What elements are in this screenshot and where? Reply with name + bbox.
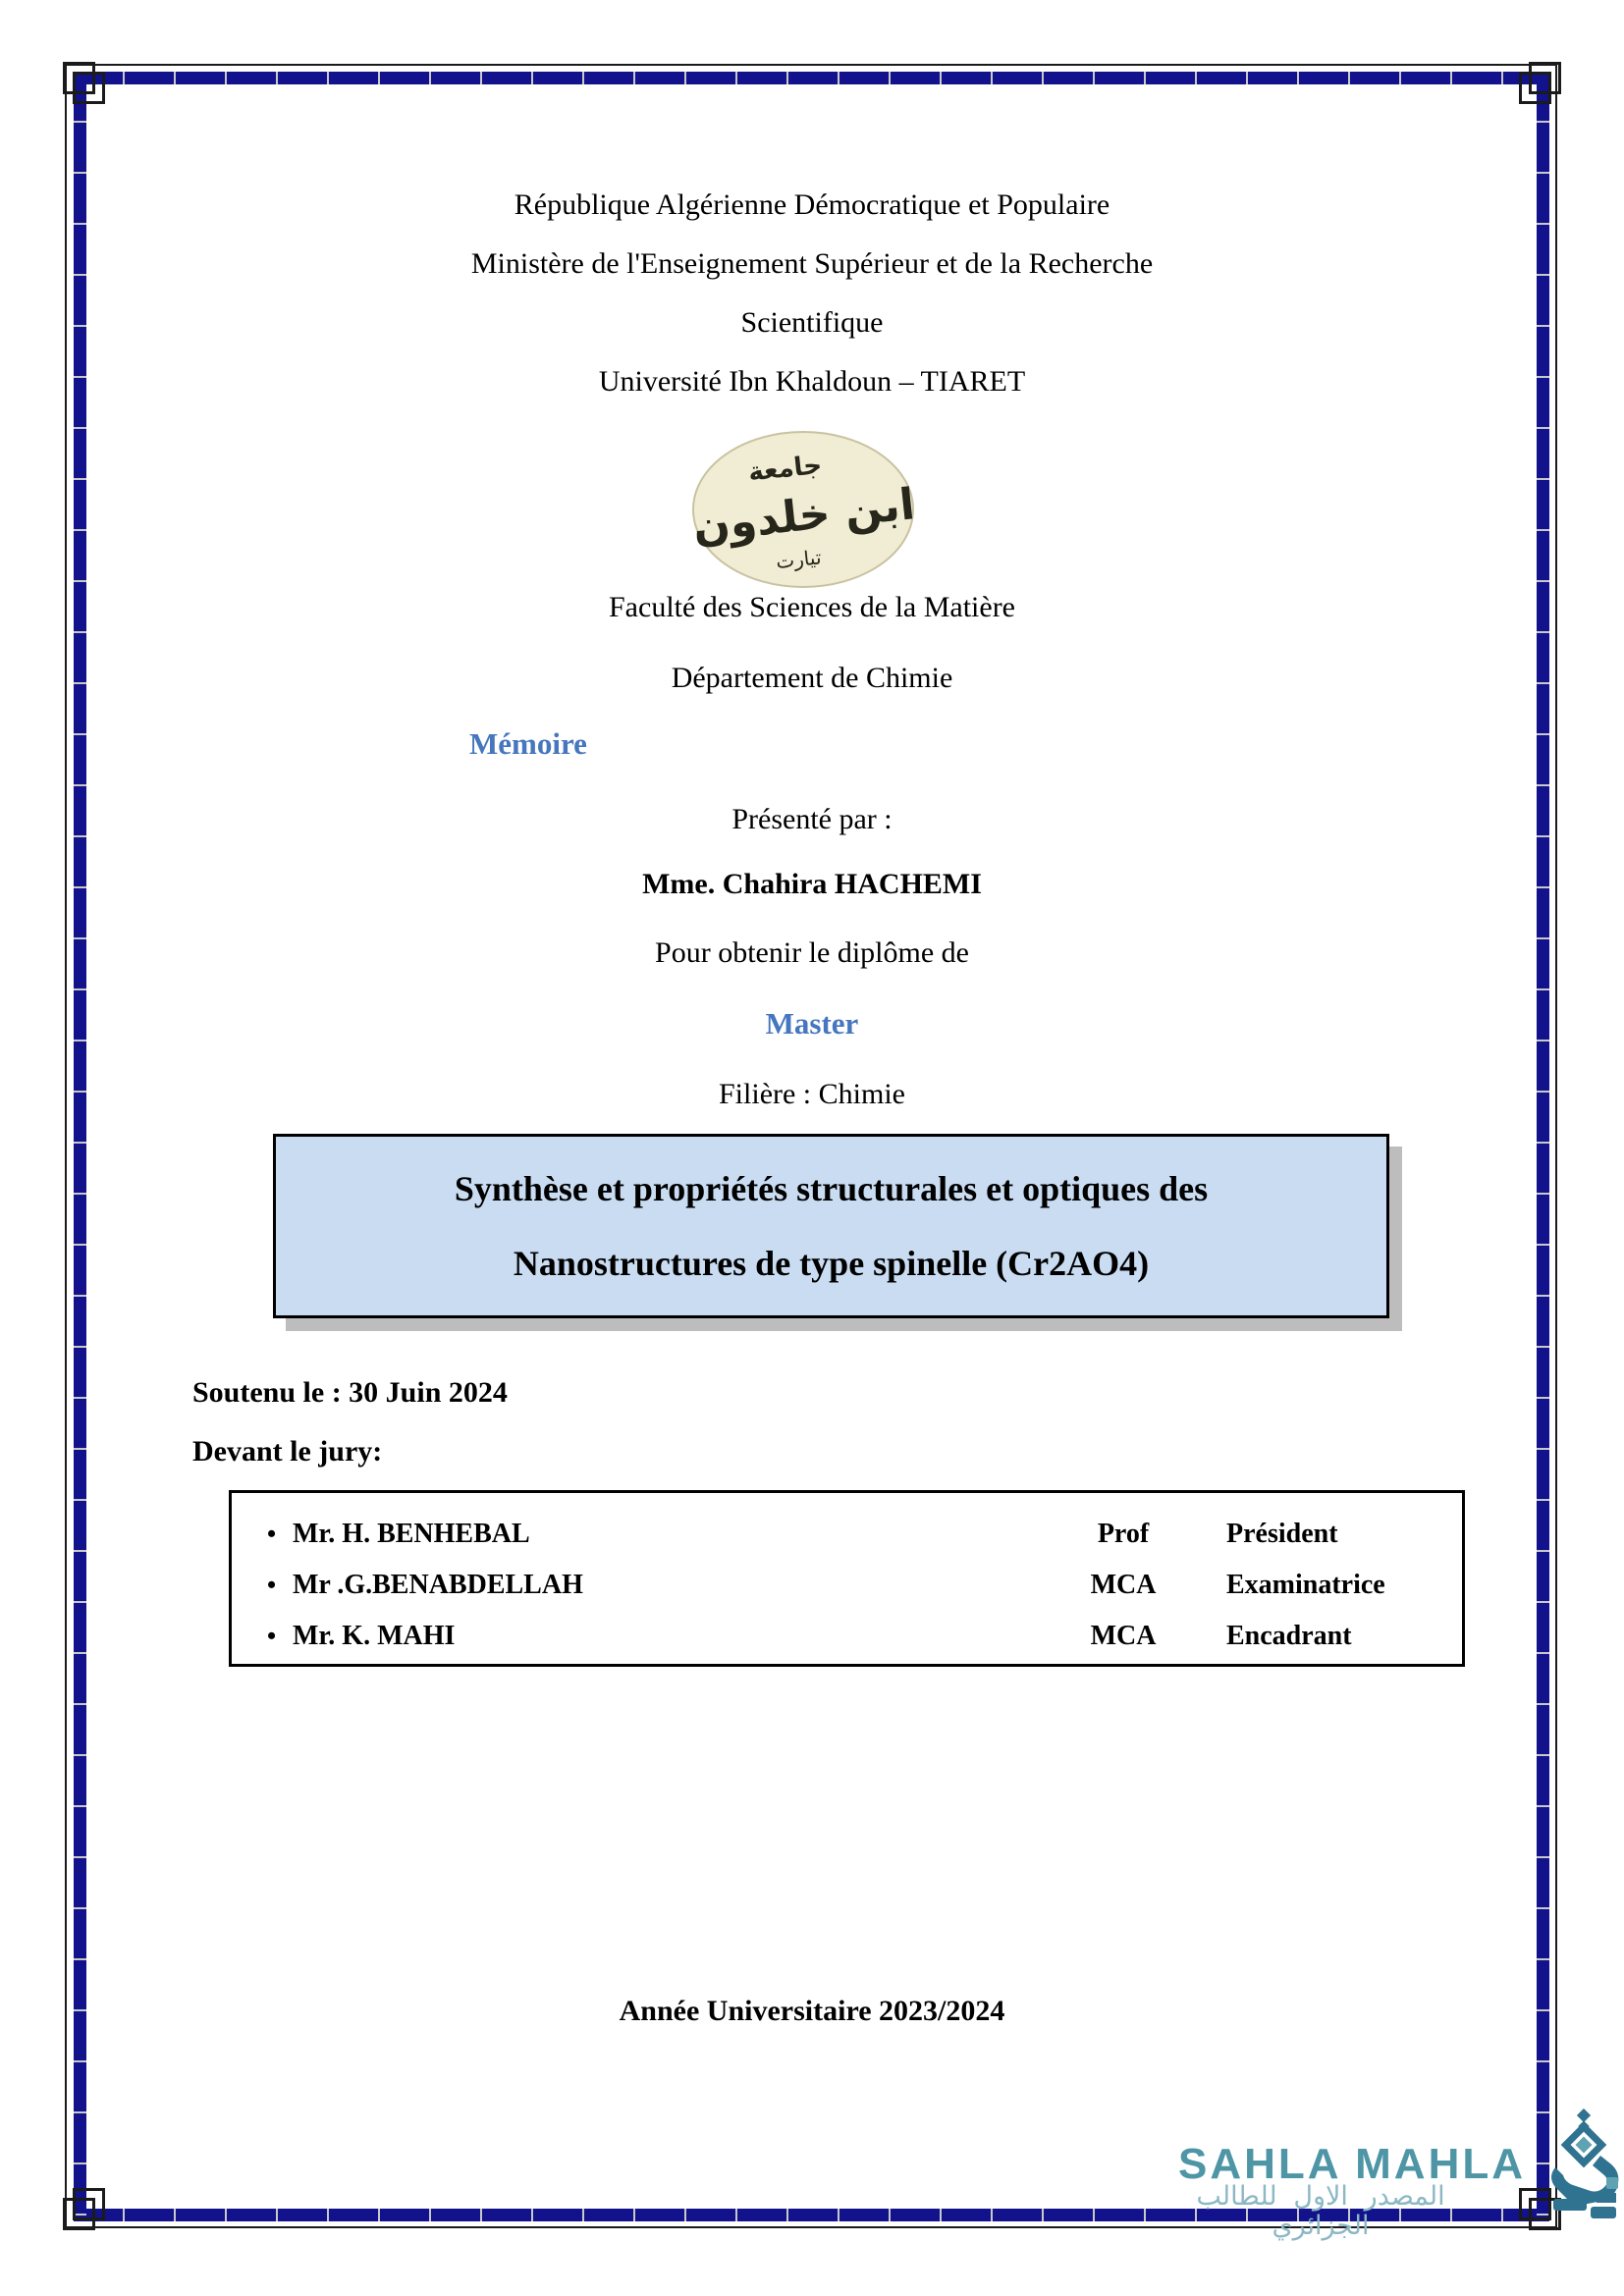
thesis-title-line2: Nanostructures de type spinelle (Cr2AO4) (513, 1244, 1150, 1283)
jury-row (267, 1560, 1423, 1611)
jury-label: Devant le jury: (192, 1435, 383, 1468)
jury-member-role: Président (1226, 1519, 1338, 1549)
corner-ornament-top-left (63, 62, 108, 107)
degree-label: Master (765, 1006, 859, 1041)
faculty-line: Faculté des Sciences de la Matière (609, 591, 1015, 623)
jury-member-name: Mr. K. MAHI (293, 1621, 456, 1651)
thesis-title-box (273, 1134, 1389, 1318)
department-line: Département de Chimie (671, 662, 953, 694)
watermark-brand-text: SAHLA MAHLA (1178, 2140, 1526, 2188)
defense-date-line: Soutenu le : 30 Juin 2024 (192, 1376, 508, 1409)
thesis-title-line1: Synthèse et propriétés structurales et optiques des (454, 1169, 1209, 1208)
field-line: Filière : Chimie (719, 1078, 905, 1110)
border-band-top (74, 72, 1549, 84)
corner-ornament-bottom-left (63, 2185, 108, 2230)
university-seal-icon (691, 430, 916, 589)
jury-row (267, 1611, 1423, 1662)
jury-member-grade: MCA (1090, 1621, 1157, 1651)
author-name: Mme. Chahira HACHEMI (642, 868, 982, 900)
bullet-icon: • (267, 1571, 277, 1599)
doc-type-label: Mémoire (469, 726, 587, 761)
jury-member-grade: Prof (1097, 1519, 1150, 1549)
jury-member-role: Examinatrice (1226, 1570, 1385, 1600)
jury-member-role: Encadrant (1226, 1621, 1352, 1651)
corner-ornament-top-right (1516, 62, 1561, 107)
seal-text-top: جامعة (746, 450, 824, 488)
header-line-university: Université Ibn Khaldoun – TIARET (598, 365, 1026, 398)
seal-text-main: ابن خلدون (691, 479, 916, 553)
jury-member-name: Mr. H. BENHEBAL (293, 1519, 530, 1549)
jury-box (229, 1490, 1465, 1667)
header-line-scientific: Scientifique (740, 306, 884, 339)
watermark-tagline-arabic: المصدر الاول للطالب الجزائري (1196, 2181, 1445, 2240)
degree-intro-line: Pour obtenir le diplôme de (655, 936, 969, 969)
bullet-icon: • (267, 1622, 277, 1650)
header-line-ministry: Ministère de l'Enseignement Supérieur et de la Recherche (470, 247, 1154, 280)
jury-row (267, 1509, 1423, 1560)
sahla-mahla-logo-icon (1545, 2109, 1624, 2236)
header-line-republic: République Algérienne Démocratique et Populaire (514, 188, 1110, 221)
presented-by-label: Présenté par : (731, 803, 893, 835)
jury-member-name: Mr .G.BENABDELLAH (293, 1570, 583, 1600)
academic-year-line: Année Universitaire 2023/2024 (619, 1995, 1005, 2027)
seal-text-bottom: تيارت (775, 545, 823, 574)
bullet-icon: • (267, 1520, 277, 1548)
jury-member-grade: MCA (1090, 1570, 1157, 1600)
